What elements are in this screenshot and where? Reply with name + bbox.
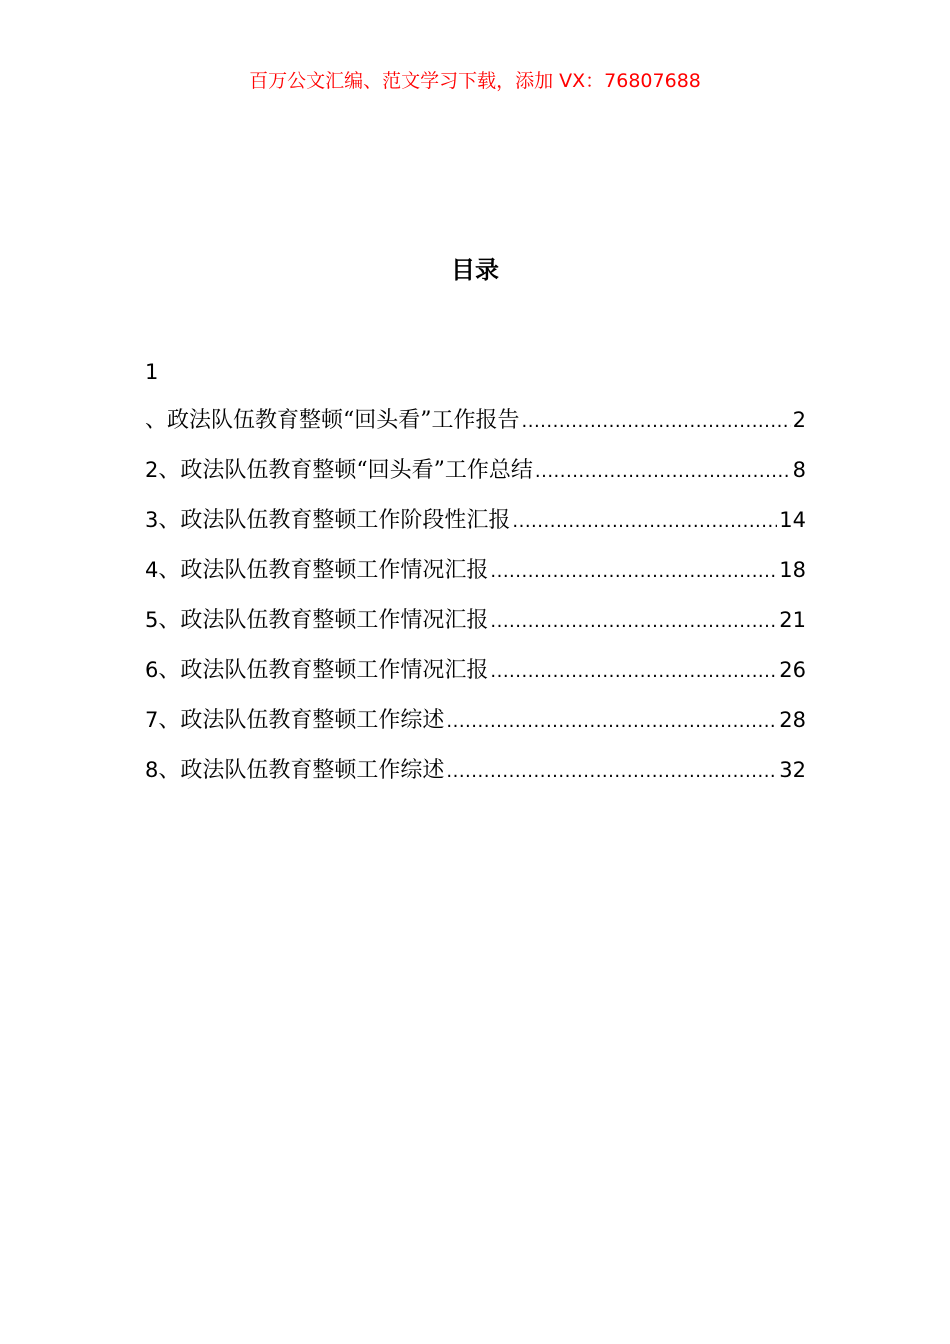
toc-dot-leader — [535, 457, 791, 487]
toc-entry-page: 8 — [792, 458, 806, 482]
toc-entry[interactable] — [145, 705, 806, 755]
toc-entry-number: 7 — [145, 708, 159, 732]
toc-dot-leader — [512, 507, 777, 537]
toc-entry-page: 28 — [779, 708, 806, 732]
toc-dot-leader — [522, 407, 791, 437]
toc-entry[interactable] — [145, 405, 806, 455]
toc-entry-number: 5 — [145, 608, 159, 632]
toc-dot-leader — [446, 757, 777, 787]
toc-entry-title: 、政法队伍教育整顿“回头看”工作总结 — [158, 458, 533, 483]
toc-entry-title: 、政法队伍教育整顿工作情况汇报 — [158, 608, 489, 633]
toc-entry-title: 、政法队伍教育整顿工作情况汇报 — [158, 658, 489, 683]
toc-entry[interactable] — [145, 755, 806, 805]
toc-entry-title: 、政法队伍教育整顿工作阶段性汇报 — [158, 508, 511, 533]
toc-entry-page: 2 — [792, 408, 806, 432]
toc-entry[interactable] — [145, 455, 806, 505]
toc-entry-title: 、政法队伍教育整顿工作综述 — [158, 758, 445, 783]
toc-list — [145, 405, 806, 805]
toc-entry-number: 2 — [145, 458, 159, 482]
toc-dot-leader — [490, 607, 777, 637]
toc-entry[interactable] — [145, 605, 806, 655]
toc-entry[interactable] — [145, 655, 806, 705]
toc-dot-leader — [446, 707, 777, 737]
toc-entry[interactable] — [145, 555, 806, 605]
toc-entry-title: 、政法队伍教育整顿工作综述 — [158, 708, 445, 733]
toc-entry-number: 6 — [145, 658, 159, 682]
toc-entry-page: 18 — [779, 558, 806, 582]
toc-entry-page: 14 — [779, 508, 806, 532]
toc-entry[interactable] — [145, 505, 806, 555]
toc-entry-title: 、政法队伍教育整顿“回头看”工作报告 — [145, 408, 520, 433]
toc-entry-page: 21 — [779, 608, 806, 632]
toc-entry-page: 26 — [779, 658, 806, 682]
header-watermark-note: 百万公文汇编、范文学习下载，添加 VX：76807688 — [249, 70, 701, 92]
toc-entry-number: 3 — [145, 508, 159, 532]
toc-dot-leader — [490, 557, 777, 587]
toc-dot-leader — [490, 657, 777, 687]
toc-entry-number: 4 — [145, 558, 159, 582]
toc-entry-number: 8 — [145, 758, 159, 782]
toc-orphan-number: 1 — [145, 360, 159, 384]
toc-entry-page: 32 — [779, 758, 806, 782]
toc-title: 目录 — [451, 256, 499, 284]
toc-entry-title: 、政法队伍教育整顿工作情况汇报 — [158, 558, 489, 583]
